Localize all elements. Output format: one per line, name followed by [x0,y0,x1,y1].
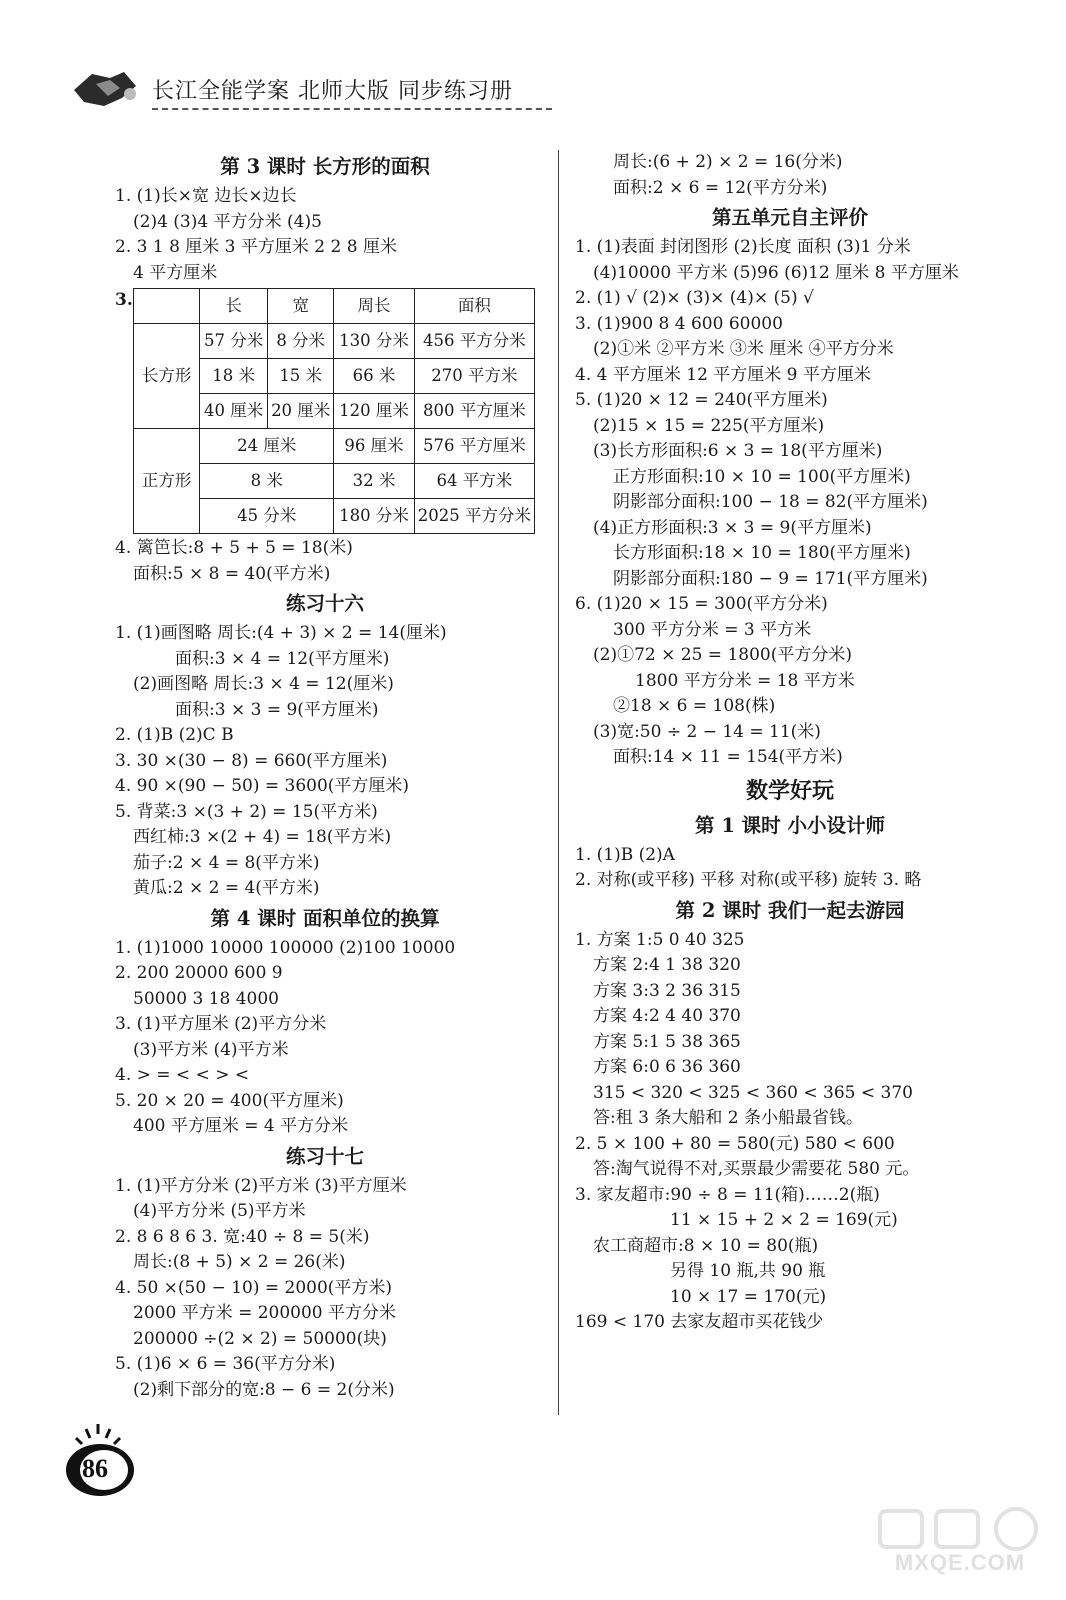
section-title: 练习十六 [285,592,364,615]
answer-line: 1. 方案 1:5 0 40 325 [575,929,745,950]
table-cell: 57 分米 [200,324,268,359]
answer-line: 方案 4:2 4 40 370 [593,1006,741,1026]
page-number-badge [60,1420,140,1500]
answer-line: (2)15 × 15 = 225(平方厘米) [593,415,825,436]
answer-line: 2. (1) √ (2)× (3)× (4)× (5) √ [575,288,814,308]
answer-line: 长方形面积:18 × 10 = 180(平方厘米) [613,543,911,563]
answer-line: 面积:14 × 11 = 154(平方米) [613,747,843,767]
answer-line: 农工商超市:8 × 10 = 80(瓶) [593,1235,819,1256]
header-title: 长江全能学案 北师大版 同步练习册 [152,79,513,104]
right-column [575,150,1005,1336]
answer-line: 面积:5 × 8 = 40(平方米) [133,563,331,584]
answer-line: 阴影部分面积:100 − 18 = 82(平方厘米) [613,492,928,512]
table-cell: 15 米 [268,359,334,394]
answer-line: 2. 3 1 8 厘米 3 平方厘米 2 2 8 厘米 [115,237,397,257]
section-title: 第 2 课时 我们一起去游园 [675,898,905,922]
answer-line: 茄子:2 × 4 = 8(平方米) [133,852,320,873]
left-column [115,150,535,1403]
answer-line: 2. 200 20000 600 9 [115,963,283,983]
answer-line: 3. (1)平方厘米 (2)平方分米 [115,1014,327,1034]
answer-line: 169 < 170 去家友超市买花钱少 [575,1312,824,1332]
answer-line: 2. 8 6 8 6 3. 宽:40 ÷ 8 = 5(米) [115,1226,370,1247]
answer-line: 周长:(6 + 2) × 2 = 16(分米) [613,152,843,172]
answer-line: 1800 平方分米 = 18 平方米 [635,670,855,691]
table-cell: 18 米 [200,359,268,394]
answer-line: (3)宽:50 ÷ 2 − 14 = 11(米) [593,721,821,742]
answer-line: 5. (1)6 × 6 = 36(平方分米) [115,1354,336,1374]
answer-line: 11 × 15 + 2 × 2 = 169(元) [670,1210,898,1230]
answer-line: 阴影部分面积:180 − 9 = 171(平方厘米) [613,568,928,589]
answer-line: 另得 10 瓶,共 90 瓶 [670,1261,826,1281]
answer-line: 1. (1)B (2)A [575,844,675,865]
answer-line: 周长:(8 + 5) × 2 = 26(米) [133,1252,346,1272]
answer-line: 5. (1)20 × 12 = 240(平方厘米) [575,390,828,410]
table-cell: 32 米 [334,464,414,499]
answer-line: 方案 3:3 2 36 315 [593,980,741,1001]
answer-line: 答:淘气说得不对,买票最少需要花 580 元。 [593,1159,920,1179]
table-cell: 120 厘米 [334,394,414,429]
table-cell: 576 平方厘米 [414,429,534,464]
page-header [70,62,550,122]
table-cell: 130 分米 [334,324,414,359]
answer-line: 200000 ÷(2 × 2) = 50000(块) [133,1328,387,1349]
answer-line: (2)①72 × 25 = 1800(平方分米) [593,645,852,665]
answer-line: (4)平方分米 (5)平方米 [133,1201,306,1221]
answer-line: 方案 6:0 6 36 360 [593,1057,741,1077]
table-cell: 8 米 [200,464,334,499]
answer-line: 5. 20 × 20 = 400(平方厘米) [115,1090,344,1111]
answer-line: (2)剩下部分的宽:8 − 6 = 2(分米) [133,1379,395,1400]
answer-line: 正方形面积:10 × 10 = 100(平方厘米) [613,466,911,487]
answer-line: 1. (1)表面 封闭图形 (2)长度 面积 (3)1 分米 [575,237,911,257]
answer-line: 2. 5 × 100 + 80 = 580(元) 580 < 600 [575,1133,895,1154]
answer-line: 4. 90 ×(90 − 50) = 3600(平方厘米) [115,776,410,796]
watermark [870,1505,1050,1585]
table-cell: 64 平方米 [414,464,534,499]
answer-line: 2000 平方米 = 200000 平方分米 [133,1303,397,1323]
section-title: 练习十七 [285,1144,364,1168]
table-header: 宽 [268,289,334,324]
book-logo-icon [70,68,142,112]
header-divider [152,108,552,110]
table-cell: 2025 平方分米 [414,499,534,534]
answer-line: 400 平方厘米 = 4 平方分米 [133,1116,349,1136]
answer-line: 面积:3 × 4 = 12(平方厘米) [175,648,390,669]
answer-line: 4. > = < < > < [115,1065,250,1085]
table-cell: 45 分米 [200,499,334,534]
question-3-block [115,288,535,534]
table-cell: 24 厘米 [200,429,334,464]
answer-line: 4. 4 平方厘米 12 平方厘米 9 平方厘米 [575,364,871,385]
answer-line: (2)4 (3)4 平方分米 (4)5 [133,211,322,232]
table-cell: 8 分米 [268,324,334,359]
answer-line: 方案 5:1 5 38 365 [593,1031,741,1052]
section-title: 第五单元自主评价 [711,206,868,229]
row-group-label: 长方形 [134,324,200,429]
table-cell: 66 米 [334,359,414,394]
watermark-url: MXQE.COM [894,1550,1026,1575]
table-cell: 20 厘米 [268,394,334,429]
table-cell: 800 平方厘米 [414,394,534,429]
table-cell: 270 平方米 [414,359,534,394]
table-cell: 180 分米 [334,499,414,534]
answer-line: 3. 30 ×(30 − 8) = 660(平方厘米) [115,750,388,771]
answer-line: (4)10000 平方米 (5)96 (6)12 厘米 8 平方厘米 [593,262,959,283]
question-number: 3. [115,290,133,310]
section-title: 第 4 课时 面积单位的换算 [210,906,440,930]
row-group-label: 正方形 [134,429,200,534]
section-title: 第 1 课时 小小设计师 [695,813,885,837]
answer-line: 4. 50 ×(50 − 10) = 2000(平方米) [115,1277,393,1298]
answer-line: 10 × 17 = 170(元) [670,1286,827,1307]
answer-line: 315 < 320 < 325 < 360 < 365 < 370 [593,1082,913,1103]
answer-line: 2. 对称(或平移) 平移 对称(或平移) 旋转 3. 略 [575,870,922,890]
answer-line: 1. (1)平方分米 (2)平方米 (3)平方厘米 [115,1175,407,1196]
table-header: 长 [200,289,268,324]
section-title: 数学好玩 [745,777,834,804]
answer-line: 4 平方厘米 [133,262,218,283]
answer-line: 3. 家友超市:90 ÷ 8 = 11(箱)……2(瓶) [575,1184,880,1205]
watermark-logo-icon [870,1505,1050,1551]
table-corner [134,289,200,324]
answer-line: 4. 篱笆长:8 + 5 + 5 = 18(米) [115,538,353,558]
answer-line: 6. (1)20 × 15 = 300(平方分米) [575,594,828,614]
table-cell: 456 平方分米 [414,324,534,359]
answer-line: 300 平方分米 = 3 平方米 [613,619,812,640]
table-header: 面积 [414,289,534,324]
answer-line: 5. 背菜:3 ×(3 + 2) = 15(平方米) [115,801,378,822]
page-number: 86 [82,1454,108,1483]
answer-line: 1. (1)1000 10000 100000 (2)100 10000 [115,937,456,958]
section-title: 第 3 课时 长方形的面积 [220,155,430,178]
answer-line: 50000 3 18 4000 [133,988,280,1009]
answer-line: (2)画图略 周长:3 × 4 = 12(厘米) [133,674,394,694]
answer-line: (2)①米 ②平方米 ③米 厘米 ④平方分米 [593,339,894,359]
answer-line: 3. (1)900 8 4 600 60000 [575,313,783,334]
answer-line: 面积:3 × 3 = 9(平方厘米) [175,699,379,720]
table-cell: 96 厘米 [334,429,414,464]
table-header: 周长 [334,289,414,324]
answer-line: 1. (1)画图略 周长:(4 + 3) × 2 = 14(厘米) [115,623,447,643]
column-divider [558,150,559,1415]
answer-line: (3)平方米 (4)平方米 [133,1039,289,1060]
table-cell: 40 厘米 [200,394,268,429]
answer-table [133,288,535,534]
answer-line: 西红柿:3 ×(2 + 4) = 18(平方米) [133,827,392,847]
answer-line: 面积:2 × 6 = 12(平方分米) [613,177,828,198]
answer-line: ②18 × 6 = 108(株) [613,696,776,716]
answer-line: 方案 2:4 1 38 320 [593,955,741,975]
answer-line: 2. (1)B (2)C B [115,725,234,745]
answer-line: (4)正方形面积:3 × 3 = 9(平方厘米) [593,517,872,538]
answer-line: 答:租 3 条大船和 2 条小船最省钱。 [593,1108,863,1128]
answer-line: (3)长方形面积:6 × 3 = 18(平方厘米) [593,441,883,461]
answer-line: 1. (1)长×宽 边长×边长 [115,186,297,206]
answer-line: 黄瓜:2 × 2 = 4(平方米) [133,878,320,898]
